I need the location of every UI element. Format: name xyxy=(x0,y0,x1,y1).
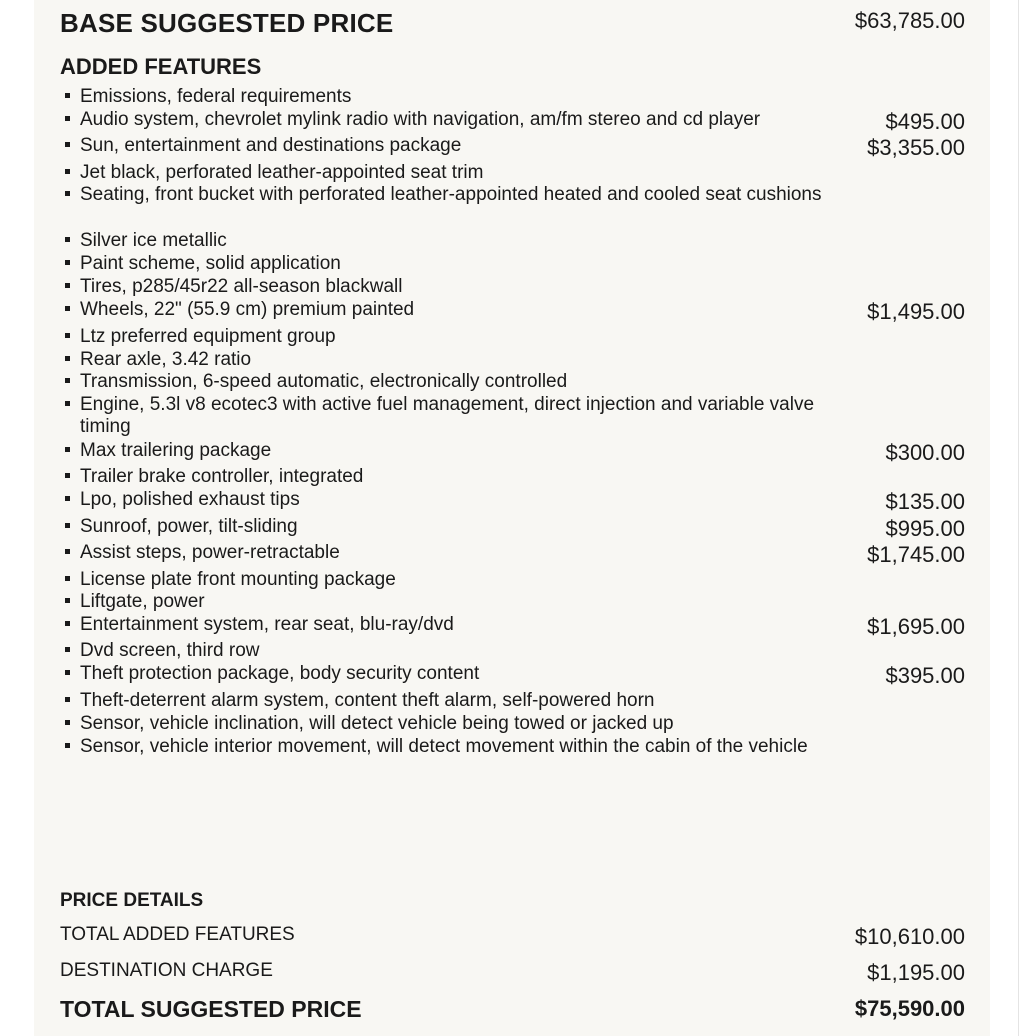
feature-text: Theft protection package, body security content xyxy=(80,663,480,684)
bullet-icon xyxy=(65,306,70,311)
bullet-icon xyxy=(65,116,70,121)
bullet-icon xyxy=(65,523,70,528)
bullet-icon xyxy=(65,598,70,603)
total-suggested-price-row xyxy=(60,996,965,1026)
destination-charge-label: DESTINATION CHARGE xyxy=(60,960,273,981)
total-suggested-price-label: TOTAL SUGGESTED PRICE xyxy=(60,996,362,1022)
feature-price: $135.00 xyxy=(885,489,965,514)
feature-text: Audio system, chevrolet mylink radio with navigation, am/fm stereo and cd player xyxy=(80,109,761,130)
feature-text: Sensor, vehicle inclination, will detect vehicle being towed or jacked up xyxy=(80,713,674,734)
scrollbar-thumb[interactable] xyxy=(1018,0,1027,1036)
bullet-icon xyxy=(65,549,70,554)
feature-text: License plate front mounting package xyxy=(80,569,396,590)
feature-text: Assist steps, power-retractable xyxy=(80,542,340,563)
bullet-icon xyxy=(65,401,70,406)
feature-text: Engine, 5.3l v8 ecotec3 with active fuel management, direct injection and variable valve timing xyxy=(80,394,815,437)
feature-text: Tires, p285/45r22 all-season blackwall xyxy=(80,276,403,297)
total-suggested-price-value: $75,590.00 xyxy=(854,996,965,1021)
bullet-icon xyxy=(65,283,70,288)
bullet-icon xyxy=(65,576,70,581)
feature-text: Rear axle, 3.42 ratio xyxy=(80,349,252,370)
feature-price: $3,355.00 xyxy=(867,135,965,160)
bullet-icon xyxy=(65,473,70,478)
bullet-icon xyxy=(65,697,70,702)
feature-text: Sunroof, power, tilt-sliding xyxy=(80,516,298,537)
destination-charge-value: $1,195.00 xyxy=(867,960,965,985)
feature-price: $1,495.00 xyxy=(867,299,965,324)
bullet-icon xyxy=(65,237,70,242)
feature-text: Transmission, 6-speed automatic, electronically controlled xyxy=(80,371,568,392)
feature-text: Liftgate, power xyxy=(80,591,205,612)
feature-text: Wheels, 22" (55.9 cm) premium painted xyxy=(80,299,415,320)
bullet-icon xyxy=(65,743,70,748)
total-added-features-value: $10,610.00 xyxy=(854,924,965,949)
feature-text: Ltz preferred equipment group xyxy=(80,326,336,347)
total-added-features-row xyxy=(60,924,965,954)
feature-text: Max trailering package xyxy=(80,440,272,461)
feature-price: $495.00 xyxy=(885,109,965,134)
bullet-icon xyxy=(65,142,70,147)
feature-text: Paint scheme, solid application xyxy=(80,253,341,274)
bullet-icon xyxy=(65,647,70,652)
feature-text: Sun, entertainment and destinations package xyxy=(80,135,462,156)
bullet-icon xyxy=(65,670,70,675)
bullet-icon xyxy=(65,447,70,452)
bullet-icon xyxy=(65,169,70,174)
destination-charge-row xyxy=(60,960,965,990)
feature-text: Sensor, vehicle interior movement, will detect movement within the cabin of the vehicle xyxy=(80,736,808,757)
base-price-row xyxy=(60,8,965,42)
bullet-icon xyxy=(65,356,70,361)
bullet-icon xyxy=(65,621,70,626)
bullet-icon xyxy=(65,496,70,501)
feature-text: Seating, front bucket with perforated leather-appointed heated and cooled seat cushions xyxy=(80,184,822,205)
feature-text: Emissions, federal requirements xyxy=(80,86,352,107)
total-added-features-label: TOTAL ADDED FEATURES xyxy=(60,924,295,945)
feature-text: Trailer brake controller, integrated xyxy=(80,466,364,487)
feature-price: $1,745.00 xyxy=(867,542,965,567)
feature-text: Dvd screen, third row xyxy=(80,640,260,661)
feature-price: $395.00 xyxy=(885,663,965,688)
bullet-icon xyxy=(65,191,70,196)
feature-price: $1,695.00 xyxy=(867,614,965,639)
added-features-title: ADDED FEATURES xyxy=(60,54,262,79)
feature-text: Lpo, polished exhaust tips xyxy=(80,489,300,510)
bullet-icon xyxy=(65,93,70,98)
feature-text: Theft-deterrent alarm system, content theft alarm, self-powered horn xyxy=(80,690,655,711)
bullet-icon xyxy=(65,720,70,725)
price-details-title: PRICE DETAILS xyxy=(60,890,204,911)
bullet-icon xyxy=(65,260,70,265)
bullet-icon xyxy=(65,378,70,383)
feature-price: $995.00 xyxy=(885,516,965,541)
base-price-title: BASE SUGGESTED PRICE xyxy=(60,8,394,38)
feature-text: Jet black, perforated leather-appointed seat trim xyxy=(80,162,484,183)
feature-text: Silver ice metallic xyxy=(80,230,227,251)
bullet-icon xyxy=(65,333,70,338)
base-price-value: $63,785.00 xyxy=(854,8,965,33)
feature-price: $300.00 xyxy=(885,440,965,465)
feature-text: Entertainment system, rear seat, blu-ray/dvd xyxy=(80,614,454,635)
